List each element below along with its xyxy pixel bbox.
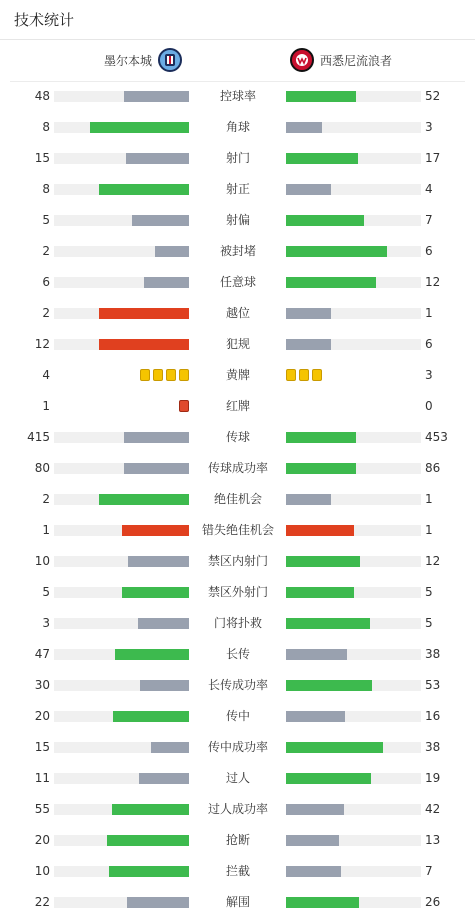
- home-stat-bar: [54, 804, 189, 815]
- away-stat-value: 3: [425, 120, 433, 134]
- home-stat-bar-fill: [113, 711, 189, 722]
- home-stat-bar-fill: [124, 91, 189, 102]
- home-stat-bar: [54, 122, 189, 133]
- red-card-icon: [179, 400, 189, 412]
- home-stat-bar: [54, 246, 189, 257]
- stat-label: 绝佳机会: [213, 492, 262, 506]
- home-stat-value: 8: [42, 120, 50, 134]
- stat-row: [0, 360, 475, 391]
- yellow-card-icon: [140, 369, 150, 381]
- home-stat-value: 3: [42, 616, 50, 630]
- home-stat-bar: [54, 277, 189, 288]
- stat-label: 控球率: [219, 89, 256, 103]
- away-stat-value: 19: [425, 771, 441, 785]
- away-stat-bar-fill: [286, 866, 341, 877]
- page-title: 技术统计: [0, 0, 475, 40]
- away-stat-bar: [286, 835, 421, 846]
- stat-label: 红牌: [225, 399, 250, 413]
- stat-row: [0, 701, 475, 732]
- home-stat-value: 5: [42, 213, 50, 227]
- home-stat-bar: [54, 556, 189, 567]
- home-stat-value: 47: [34, 647, 50, 661]
- stat-label: 长传: [225, 647, 250, 661]
- home-stat-bar: [54, 773, 189, 784]
- away-stat-bar-fill: [286, 308, 331, 319]
- away-stat-value: 6: [425, 244, 433, 258]
- home-stat-bar: [54, 711, 189, 722]
- home-stat-value: 1: [42, 523, 50, 537]
- home-stat-value: 5: [42, 585, 50, 599]
- home-stat-bar: [54, 494, 189, 505]
- yellow-card-icon: [166, 369, 176, 381]
- away-stat-bar-fill: [286, 277, 376, 288]
- stat-label: 传球成功率: [207, 461, 268, 475]
- home-stat-bar-fill: [115, 649, 189, 660]
- home-stat-value: 55: [34, 802, 50, 816]
- away-stat-bar-fill: [286, 525, 354, 536]
- home-stat-bar-fill: [139, 773, 189, 784]
- home-stat-value: 15: [34, 740, 50, 754]
- stat-label: 传中成功率: [207, 740, 268, 754]
- away-stat-bar: [286, 556, 421, 567]
- away-stat-bar: [286, 773, 421, 784]
- home-stat-value: 12: [34, 337, 50, 351]
- home-stat-bar: [54, 463, 189, 474]
- away-stat-bar: [286, 463, 421, 474]
- stat-label: 禁区内射门: [207, 554, 268, 568]
- away-stat-value: 7: [425, 864, 433, 878]
- away-stat-bar-fill: [286, 432, 356, 443]
- away-team[interactable]: [290, 48, 392, 72]
- stat-label: 射正: [225, 182, 250, 196]
- home-stat-bar: [54, 680, 189, 691]
- home-stat-bar: [54, 215, 189, 226]
- stat-row: [0, 112, 475, 143]
- away-stat-bar-fill: [286, 587, 354, 598]
- away-stat-value: 17: [425, 151, 441, 165]
- away-stat-bar-fill: [286, 215, 364, 226]
- stat-label: 拦截: [225, 864, 250, 878]
- stat-row: [0, 546, 475, 577]
- away-stat-bar-fill: [286, 494, 331, 505]
- away-stat-bar: [286, 215, 421, 226]
- away-stat-value: 38: [425, 740, 441, 754]
- home-stat-value: 48: [34, 89, 50, 103]
- stat-row: [0, 81, 475, 112]
- away-stat-value: 12: [425, 554, 441, 568]
- stat-label: 门将扑救: [213, 616, 262, 630]
- home-stat-value: 10: [34, 864, 50, 878]
- away-stat-value: 1: [425, 306, 433, 320]
- home-stat-bar-fill: [124, 432, 189, 443]
- stat-label: 过人成功率: [207, 802, 268, 816]
- home-stat-bar-fill: [144, 277, 189, 288]
- away-stat-value: 53: [425, 678, 441, 692]
- home-stat-bar-fill: [107, 835, 189, 846]
- stat-label: 过人: [225, 771, 250, 785]
- home-stat-value: 20: [34, 833, 50, 847]
- away-stat-bar: [286, 897, 421, 908]
- away-stat-value: 38: [425, 647, 441, 661]
- away-stat-value: 0: [425, 399, 433, 413]
- stat-row: [0, 236, 475, 267]
- home-stat-value: 8: [42, 182, 50, 196]
- home-stat-bar-fill: [90, 122, 189, 133]
- away-stat-bar: [286, 432, 421, 443]
- away-stat-bar-fill: [286, 618, 370, 629]
- stat-row: [0, 763, 475, 794]
- away-stat-bar-fill: [286, 246, 387, 257]
- stat-label: 犯规: [225, 337, 250, 351]
- home-stat-value: 15: [34, 151, 50, 165]
- home-team-name: 墨尔本城: [103, 53, 152, 68]
- away-stat-value: 7: [425, 213, 433, 227]
- away-stat-value: 5: [425, 585, 433, 599]
- home-stat-bar-fill: [99, 184, 189, 195]
- away-stat-bar: [286, 339, 421, 350]
- home-stat-bar-fill: [112, 804, 189, 815]
- home-stat-value: 22: [34, 895, 50, 909]
- stat-row: [0, 484, 475, 515]
- stat-row: [0, 639, 475, 670]
- home-stat-value: 2: [42, 306, 50, 320]
- away-stat-bar-fill: [286, 649, 347, 660]
- home-stat-bar: [54, 897, 189, 908]
- melbourne-city-crest-icon: [158, 48, 182, 72]
- stat-label: 角球: [225, 120, 250, 134]
- yellow-card-icon: [312, 369, 322, 381]
- away-stat-value: 6: [425, 337, 433, 351]
- away-stat-bar: [286, 742, 421, 753]
- away-stat-value: 1: [425, 492, 433, 506]
- away-stat-bar: [286, 184, 421, 195]
- away-stat-bar-fill: [286, 835, 339, 846]
- home-stat-bar: [54, 649, 189, 660]
- home-stat-bar-fill: [99, 339, 189, 350]
- stat-row: [0, 577, 475, 608]
- away-stat-value: 3: [425, 368, 433, 382]
- stat-label: 射门: [225, 151, 250, 165]
- home-stat-bar-fill: [122, 525, 190, 536]
- stat-row: [0, 174, 475, 205]
- stats-list: [0, 81, 475, 918]
- home-stat-bar: [54, 184, 189, 195]
- home-stat-bar-fill: [99, 308, 189, 319]
- stat-row: [0, 422, 475, 453]
- stat-row: [0, 670, 475, 701]
- yellow-card-icon: [299, 369, 309, 381]
- home-stat-value: 4: [42, 368, 50, 382]
- away-stat-bar: [286, 618, 421, 629]
- away-stat-value: 4: [425, 182, 433, 196]
- home-stat-bar-fill: [99, 494, 189, 505]
- stat-label: 黄牌: [225, 368, 250, 382]
- yellow-card-icon: [179, 369, 189, 381]
- home-stat-bar-fill: [140, 680, 189, 691]
- stat-label: 传中: [225, 709, 250, 723]
- home-stat-bar: [54, 525, 189, 536]
- stat-row: [0, 143, 475, 174]
- team-header: [10, 40, 465, 82]
- away-stat-value: 5: [425, 616, 433, 630]
- home-stat-bar-fill: [151, 742, 189, 753]
- stat-label: 长传成功率: [207, 678, 268, 692]
- stat-row: [0, 794, 475, 825]
- stat-label: 任意球: [219, 275, 256, 289]
- home-stat-bar: [54, 835, 189, 846]
- home-team[interactable]: [104, 48, 182, 72]
- away-stat-bar-fill: [286, 897, 359, 908]
- away-stat-bar: [286, 277, 421, 288]
- home-stat-value: 20: [34, 709, 50, 723]
- away-stat-bar-fill: [286, 184, 331, 195]
- home-stat-bar: [54, 866, 189, 877]
- away-stat-value: 12: [425, 275, 441, 289]
- home-stat-bar: [54, 432, 189, 443]
- away-team-name: 西悉尼流浪者: [320, 53, 393, 68]
- home-stat-bar: [54, 339, 189, 350]
- stat-row: [0, 267, 475, 298]
- away-stat-bar: [286, 153, 421, 164]
- home-stat-bar-fill: [126, 153, 189, 164]
- away-stat-bar-fill: [286, 680, 372, 691]
- away-stat-bar: [286, 804, 421, 815]
- away-stat-bar: [286, 587, 421, 598]
- stat-row: [0, 453, 475, 484]
- away-stat-bar: [286, 122, 421, 133]
- away-stat-bar: [286, 525, 421, 536]
- home-stat-value: 415: [27, 430, 50, 444]
- home-stat-bar: [54, 91, 189, 102]
- home-stat-value: 2: [42, 244, 50, 258]
- away-stat-value: 13: [425, 833, 441, 847]
- home-stat-bar-fill: [132, 215, 189, 226]
- away-stat-value: 42: [425, 802, 441, 816]
- away-stat-bar-fill: [286, 773, 371, 784]
- away-stat-bar: [286, 649, 421, 660]
- away-stat-bar-fill: [286, 122, 322, 133]
- away-stat-bar: [286, 91, 421, 102]
- home-stat-bar-fill: [127, 897, 189, 908]
- away-stat-value: 86: [425, 461, 441, 475]
- yellow-card-icon: [286, 369, 296, 381]
- home-stat-bar: [54, 618, 189, 629]
- stat-label: 错失绝佳机会: [201, 523, 274, 537]
- away-stat-bar: [286, 866, 421, 877]
- stat-row: [0, 732, 475, 763]
- home-cards: [54, 369, 189, 382]
- away-stat-bar: [286, 246, 421, 257]
- stat-label: 越位: [225, 306, 250, 320]
- away-stat-bar-fill: [286, 804, 344, 815]
- away-stat-bar-fill: [286, 153, 358, 164]
- home-stat-value: 30: [34, 678, 50, 692]
- home-stat-value: 6: [42, 275, 50, 289]
- stat-label: 抢断: [225, 833, 250, 847]
- home-stat-bar: [54, 153, 189, 164]
- away-stat-value: 453: [425, 430, 448, 444]
- stat-row: [0, 515, 475, 546]
- home-stat-bar: [54, 742, 189, 753]
- stat-row: [0, 856, 475, 887]
- away-stat-bar-fill: [286, 339, 331, 350]
- stat-label: 解围: [225, 895, 250, 909]
- stat-row: [0, 887, 475, 918]
- away-stat-bar: [286, 494, 421, 505]
- stat-label: 传球: [225, 430, 250, 444]
- away-stat-bar: [286, 711, 421, 722]
- home-stat-bar-fill: [138, 618, 189, 629]
- stat-row: [0, 329, 475, 360]
- home-cards: [54, 400, 189, 413]
- stat-label: 被封堵: [219, 244, 256, 258]
- away-stat-bar: [286, 308, 421, 319]
- western-sydney-wanderers-crest-icon: [290, 48, 314, 72]
- stat-label: 射偏: [225, 213, 250, 227]
- stat-row: [0, 298, 475, 329]
- home-stat-bar-fill: [128, 556, 189, 567]
- home-stat-bar-fill: [122, 587, 190, 598]
- home-stat-value: 1: [42, 399, 50, 413]
- away-cards: [286, 369, 421, 382]
- away-stat-bar-fill: [286, 463, 356, 474]
- home-stat-bar: [54, 587, 189, 598]
- stat-label: 禁区外射门: [207, 585, 268, 599]
- home-stat-bar-fill: [124, 463, 189, 474]
- away-cards: [286, 400, 421, 413]
- away-stat-bar-fill: [286, 91, 356, 102]
- home-stat-value: 10: [34, 554, 50, 568]
- home-stat-bar-fill: [109, 866, 189, 877]
- yellow-card-icon: [153, 369, 163, 381]
- home-stat-bar-fill: [155, 246, 189, 257]
- home-stat-value: 11: [34, 771, 50, 785]
- away-stat-bar-fill: [286, 556, 360, 567]
- stat-row: [0, 391, 475, 422]
- stat-row: [0, 205, 475, 236]
- home-stat-value: 2: [42, 492, 50, 506]
- stat-row: [0, 825, 475, 856]
- away-stat-value: 16: [425, 709, 441, 723]
- away-stat-value: 52: [425, 89, 441, 103]
- away-stat-bar-fill: [286, 742, 383, 753]
- away-stat-value: 26: [425, 895, 441, 909]
- home-stat-bar: [54, 308, 189, 319]
- home-stat-value: 80: [34, 461, 50, 475]
- away-stat-value: 1: [425, 523, 433, 537]
- away-stat-bar: [286, 680, 421, 691]
- away-stat-bar-fill: [286, 711, 345, 722]
- stat-row: [0, 608, 475, 639]
